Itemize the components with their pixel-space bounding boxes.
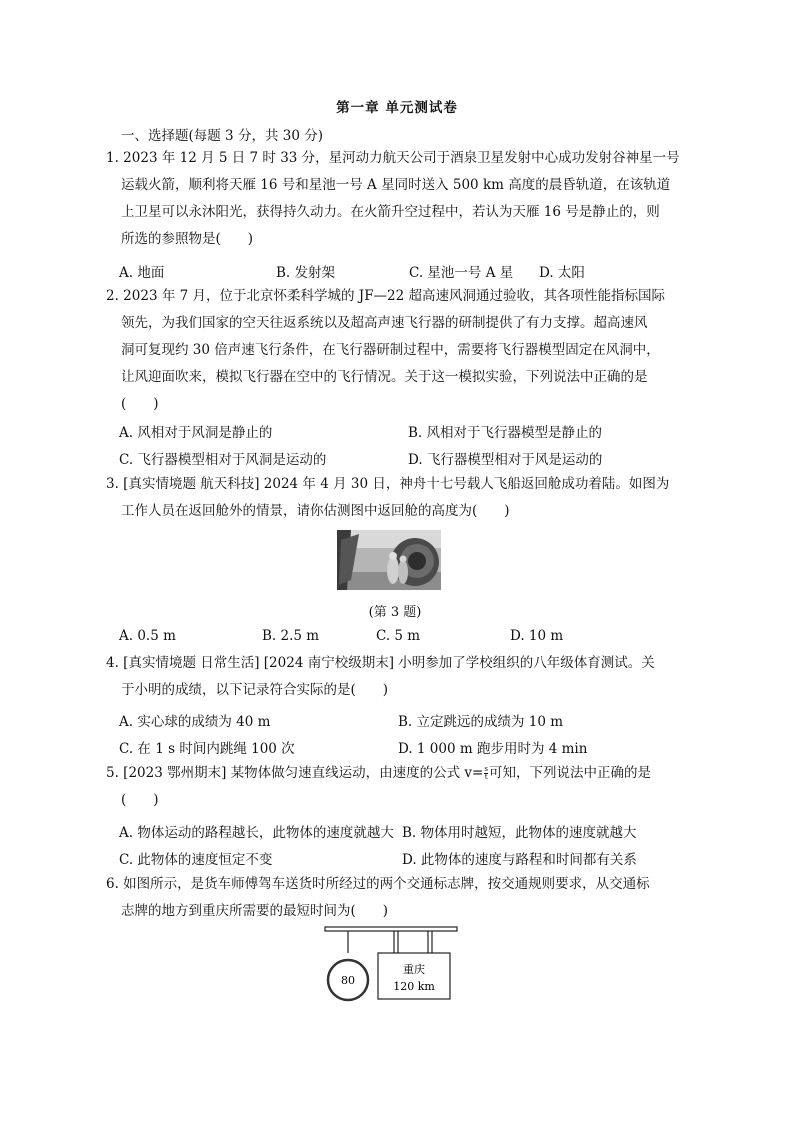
question-text-line: 于小明的成绩，以下记录符合实际的是( ) [121,682,389,698]
question-text-line: 4. [真实情境题 日常生活] [2024 南宁校级期末] 小明参加了学校组织的八年级体育测试。关 [106,655,655,671]
distance-text: 120 km [393,980,435,993]
option-c[interactable]: C. 在 1 s 时间内跳绳 100 次 [119,741,295,757]
question-text-line: 1. 2023 年 12 月 5 日 7 时 33 分，星河动力航天公司于酒泉卫星发射中心成功发射谷神星一号 [106,150,680,166]
city-name-text: 重庆 [403,963,425,976]
option-a[interactable]: A. 风相对于风洞是静止的 [119,425,273,441]
question-2 [106,283,676,418]
question-3 [106,471,676,525]
question-text-line: ( ) [121,396,159,412]
question-text-line: 洞可复现约 30 倍声速飞行条件，在飞行器研制过程中，需要将飞行器模型固定在风洞中， [121,342,660,358]
option-a[interactable]: A. 物体运动的路程越长，此物体的速度就越大 [119,825,394,841]
question-text-line [106,760,676,787]
page-title: 第一章 单元测试卷 [336,100,458,116]
speed-limit-text: 80 [341,974,355,987]
question-text-line: 2. 2023 年 7 月，位于北京怀柔科学城的 JF—22 超高速风洞通过验收，其各项性能指标国际 [106,288,666,304]
option-c[interactable]: C. 星池一号 A 星 [409,265,514,281]
option-b[interactable]: B. 物体用时越短，此物体的速度就越大 [402,825,637,841]
question-5 [106,760,676,814]
question-6 [106,871,676,925]
return-capsule-illustration [337,530,441,590]
question-text-line: 6. 如图所示，是货车师傅驾车送货时所经过的两个交通标志牌，按交通规则要求，从交通标 [106,876,650,892]
question-text-line: ( ) [121,792,159,808]
option-d[interactable]: D. 1 000 m 跑步用时为 4 min [398,741,588,757]
fraction-denominator: t [484,773,488,781]
question-text-line: 运载火箭，顺利将天雁 16 号和星池一号 A 星同时送入 500 km 高度的晨昏轨道，在该轨道 [121,177,671,193]
option-c[interactable]: C. 此物体的速度恒定不变 [119,852,273,868]
option-a[interactable]: A. 0.5 m [119,628,176,644]
section-heading: 一、选择题(每题 3 分，共 30 分) [121,128,323,144]
option-a[interactable]: A. 地面 [119,265,165,281]
return-capsule-photo [337,530,441,590]
question-text-line: 3. [真实情境题 航天科技] 2024 年 4 月 30 日，神舟十七号载人飞船返回舱成功着陆。如图为 [106,476,670,492]
question-5-text-end: 可知，下列说法中正确的是 [488,765,651,781]
option-d[interactable]: D. 飞行器模型相对于风是运动的 [408,452,603,468]
question-1 [106,145,680,253]
figure-caption: (第 3 题) [368,605,422,620]
option-c[interactable]: C. 飞行器模型相对于风洞是运动的 [119,452,327,468]
option-c[interactable]: C. 5 m [376,628,421,644]
question-text-line: 工作人员在返回舱外的情景，请你估测图中返回舱的高度为( ) [121,503,510,519]
option-b[interactable]: B. 风相对于飞行器模型是静止的 [408,425,603,441]
question-text-line: 所选的参照物是( ) [121,231,254,247]
question-text-line: 让风迎面吹来，模拟飞行器在空中的飞行情况。关于这一模拟实验，下列说法中正确的是 [121,369,648,385]
option-b[interactable]: B. 2.5 m [262,628,320,644]
question-text-line: 领先，为我们国家的空天往返系统以及超高声速飞行器的研制提供了有力支撑。超高速风 [121,315,648,331]
question-text-line: 上卫星可以永沐阳光，获得持久动力。在火箭升空过程中，若认为天雁 16 号是静止的，则 [121,204,660,220]
option-d[interactable]: D. 此物体的速度与路程和时间都有关系 [402,852,637,868]
velocity-formula-fraction [484,766,488,781]
question-5-text-start: 5. [2023 鄂州期末] 某物体做匀速直线运动，由速度的公式 v= [106,765,484,781]
question-text-line: 志牌的地方到重庆所需要的最短时间为( ) [121,903,389,919]
fraction-numerator: s [484,765,488,773]
traffic-signs-figure [320,925,465,1005]
option-d[interactable]: D. 太阳 [539,265,585,281]
option-a[interactable]: A. 实心球的成绩为 40 m [119,714,271,730]
option-b[interactable]: B. 发射架 [276,265,336,281]
option-b[interactable]: B. 立定跳远的成绩为 10 m [398,714,564,730]
option-d[interactable]: D. 10 m [510,628,564,644]
question-4 [106,650,676,704]
sign-gantry-bar [325,927,457,931]
